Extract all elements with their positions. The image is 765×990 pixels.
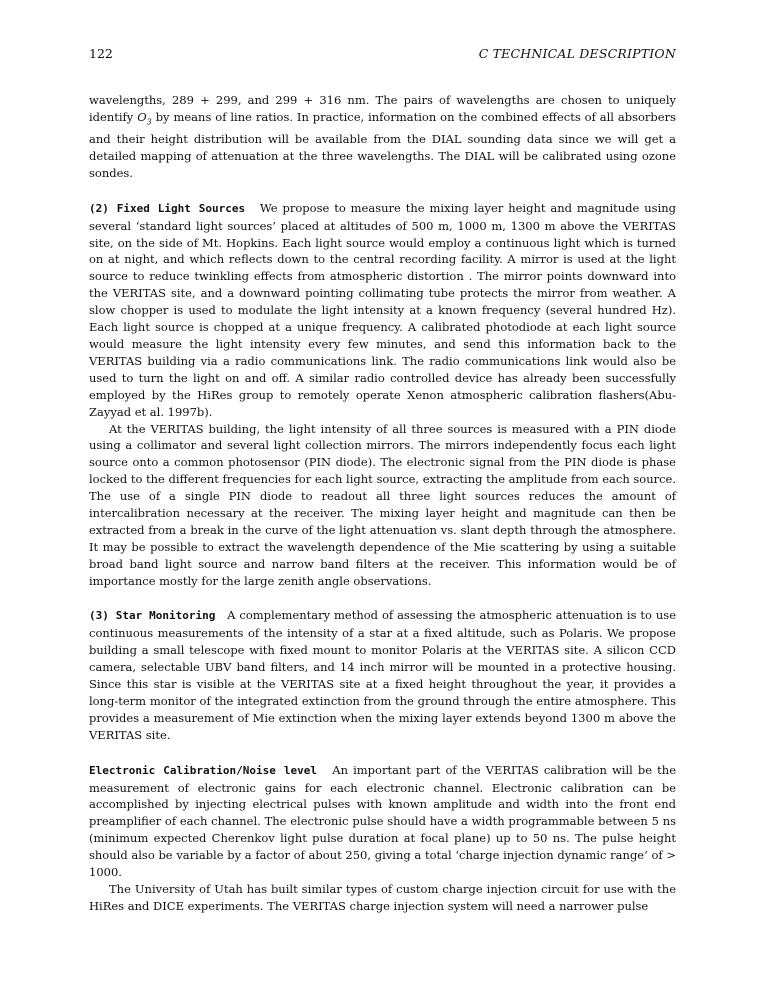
fixed-light-paragraph-2: At the VERITAS building, the light intensity of all three sources is measured with a PIN diode using a collimator and several light collection mirrors. The mirrors independently focus each light source onto a common photosensor (PIN diode). The electronic signal from the PIN diode is phase locked to the different frequencies for each light source, extracting the amplitude from each source. The use of a single PIN diode to readout all three light sources reduces the amount of intercalibration necessary at the receiver. The mixing layer height and magnitude can then be extracted from a break in the curve of the light attenuation vs. slant depth through the atmosphere. It may be possible to extract the wavelength dependence of the Mie scattering by using a suitable broad band light source and narrow band filters at the receiver. This information would be of importance mostly for the large zenith angle observations. (89, 421, 677, 588)
fixed-light-paragraph (89, 200, 676, 421)
star-monitoring-heading: (3) Star Monitoring (89, 609, 216, 623)
electronic-calibration-paragraph-2: The University of Utah has built similar types of custom charge injection circuit for use with the HiRes and DICE experiments. The VERITAS charge injection system will need a narrower pulse (89, 881, 676, 913)
fixed-light-heading: (2) Fixed Light Sources (89, 201, 246, 215)
fixed-light-body: We propose to measure the mixing layer height and magnitude using several ‘standard light sources’ placed at altitudes of 500 m, 1000 m, 1300 m above the VERITAS site, on the side of Mt. Hopkins. Each light source would employ a continuous light which is turned on at night, and which reflects down to the central recording facility. A mirror is used at the light source to reduce twinkling effects from atmospheric distortion . The mirror points downward into the VERITAS site, and a downward pointing collimating tube protects the mirror from weather. A slow chopper is used to modulate the light intensity at a known frequency (several hundred Hz). Each light source is chopped at a unique frequency. A calibrated photodiode at each light source would measure the light intensity every few minutes, and send this information back to the VERITAS building via a radio communications link. The radio communications link would also be used to turn the light on and off. A similar radio controlled device has already been successfully employed by the HiRes group to remotely operate Xenon atmospheric calibration flashers(Abu-Zayyad et al. 1997b). (89, 200, 677, 419)
section-title: C TECHNICAL DESCRIPTION (478, 46, 676, 61)
intro-text-b: by means of line ratios. In practice, information on the combined effects of all absorbers and their height distribution will be available from the DIAL sounding data since we will get a detailed mapping of attenuation at the three wavelengths. The DIAL will be calibrated using ozone sondes. (89, 109, 676, 180)
page-number: 122 (89, 46, 113, 61)
intro-paragraph (89, 92, 676, 182)
intro-text-a: wavelengths, 289 + 299, and 299 + 316 nm. The pairs of wavelengths are chosen to uniquely identify (89, 93, 676, 124)
star-monitoring-paragraph (89, 607, 676, 743)
body-text (89, 92, 676, 915)
ozone-symbol: $O_3$ (137, 109, 152, 127)
electronic-calibration-heading: Electronic Calibration/Noise level (89, 763, 318, 777)
star-monitoring-body: A complementary method of assessing the atmospheric attenuation is to use continuous measurements of the intensity of a star at a fixed altitude, such as Polaris. We propose building a small telescope with fixed mount to monitor Polaris at the VERITAS site. A silicon CCD camera, selectable UBV band filters, and 14 inch mirror will be mounted in a protective housing. Since this star is visible at the VERITAS site at a fixed height throughout the year, it provides a long-term monitor of the integrated extinction from the ground through the entire atmosphere. This provides a measurement of Mie extinction when the mixing layer extends beyond 1300 m above the VERITAS site. (89, 608, 676, 742)
electronic-calibration-body: An important part of the VERITAS calibration will be the measurement of electronic gains for each electronic channel. Electronic calibration can be accomplished by injecting electrical pulses with known amplitude and width into the front end preamplifier of each channel. The electronic pulse should have a width programmable between 5 ns (minimum expected Cherenkov light pulse duration at focal plane) up to 50 ns. The pulse height should also be variable by a factor of about 250, giving a total ‘charge injection dynamic range’ of > 1000. (89, 762, 676, 880)
electronic-calibration-paragraph (89, 762, 676, 881)
